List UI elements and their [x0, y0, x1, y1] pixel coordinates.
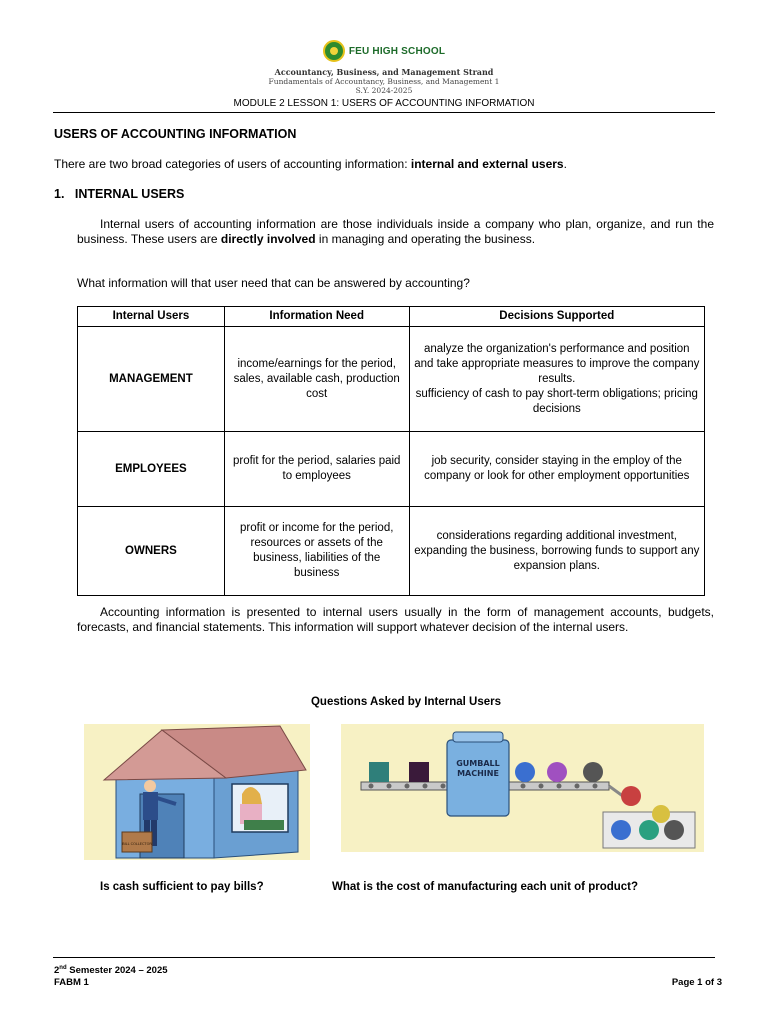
- semester-ordinal: 2: [54, 965, 60, 977]
- column-header: Information Need: [224, 307, 409, 327]
- presentation-paragraph: [77, 605, 714, 635]
- intro-end: .: [563, 157, 567, 171]
- header-divider: [53, 112, 715, 113]
- school-seal-icon: [323, 40, 345, 62]
- internal-users-paragraph: [77, 217, 714, 247]
- guiding-question: What information will that user need that can be answered by accounting?: [77, 276, 470, 290]
- table-row: [78, 327, 705, 432]
- course-title: Fundamentals of Accountancy, Business, and Management 1: [268, 77, 500, 86]
- caption-cash-question: Is cash sufficient to pay bills?: [100, 881, 264, 893]
- footer-semester: [54, 965, 168, 976]
- decision-text: sufficiency of cash to pay short-term obligations; pricing decisions: [415, 387, 698, 415]
- decision-cell: [409, 327, 704, 432]
- column-header: Internal Users: [78, 307, 225, 327]
- section-title: INTERNAL USERS: [74, 187, 185, 201]
- section-heading: [54, 187, 184, 201]
- questions-title: Questions Asked by Internal Users: [310, 696, 502, 708]
- footer-page-number: Page 1 of 3: [671, 977, 722, 988]
- table-row: [78, 432, 705, 507]
- caption-cost-question: What is the cost of manufacturing each unit of product?: [332, 881, 639, 893]
- user-cell: MANAGEMENT: [78, 327, 225, 432]
- para1-text: Internal users of accounting information are those individuals inside a company who plan, organize, and run the business. These users are: [77, 217, 714, 246]
- table-header-row: [78, 307, 705, 327]
- para2-text: Accounting information is presented to internal users usually in the form of management accounts, budgets, forecasts, and financial statements. This information will support whatever decision of the internal users.: [77, 605, 714, 634]
- intro-text: There are two broad categories of users of accounting information:: [54, 157, 411, 171]
- section-number: 1.: [54, 187, 65, 201]
- intro-emphasis: internal and external users: [410, 157, 564, 171]
- table-row: [78, 507, 705, 596]
- semester-suffix: nd: [59, 965, 67, 971]
- need-cell: profit or income for the period, resources or assets of the business, liabilities of the business: [224, 507, 409, 596]
- user-cell: EMPLOYEES: [78, 432, 225, 507]
- decision-text: analyze the organization's performance and position and take appropriate measures to improve the company results.: [414, 342, 700, 385]
- internal-users-table: [77, 306, 705, 596]
- machine-label-1: GUMBALL: [456, 759, 500, 768]
- strand-title: Accountancy, Business, and Management Strand: [274, 67, 494, 77]
- need-cell: income/earnings for the period, sales, available cash, production cost: [224, 327, 409, 432]
- footer-divider: [53, 957, 715, 958]
- intro-paragraph: [54, 157, 716, 171]
- column-header: Decisions Supported: [409, 307, 704, 327]
- gumball-machine-illustration: [341, 724, 704, 852]
- school-name: FEU HIGH SCHOOL: [348, 45, 446, 57]
- module-title: MODULE 2 LESSON 1: USERS OF ACCOUNTING INFORMATION: [233, 98, 535, 109]
- bill-collector-illustration: [84, 724, 310, 860]
- para1-emphasis: directly involved: [220, 232, 316, 246]
- school-year: S.Y. 2024-2025: [355, 86, 413, 95]
- decision-cell: job security, consider staying in the employ of the company or look for other employment opportunities: [409, 432, 704, 507]
- bag-label: BILL COLLECTOR: [122, 842, 152, 846]
- school-logo-row: [0, 40, 768, 62]
- decision-cell: considerations regarding additional investment, expanding the business, borrowing funds to support any expansion plans.: [409, 507, 704, 596]
- user-cell: OWNERS: [78, 507, 225, 596]
- page-heading: USERS OF ACCOUNTING INFORMATION: [54, 127, 297, 141]
- footer-course-code: FABM 1: [54, 977, 89, 988]
- machine-label-2: MACHINE: [457, 769, 499, 778]
- para1-text-end: in managing and operating the business.: [315, 232, 536, 246]
- need-cell: profit for the period, salaries paid to employees: [224, 432, 409, 507]
- semester-text: Semester 2024 – 2025: [66, 965, 168, 977]
